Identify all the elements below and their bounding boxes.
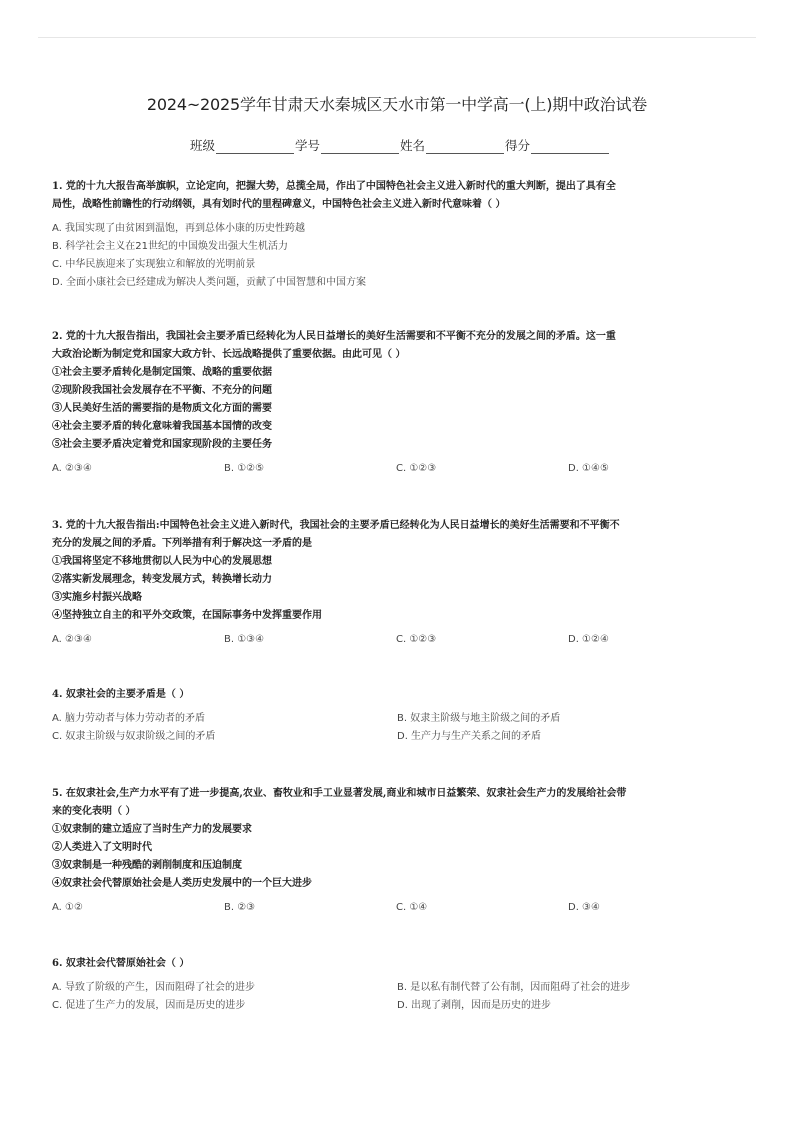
option-a[interactable]: A. 脑力劳动者与体力劳动者的矛盾	[52, 713, 206, 724]
option-c[interactable]: C. 中华民族迎来了实现独立和解放的光明前景	[52, 259, 256, 270]
question-stem-cont: 大政治论断为制定党和国家大政方针、长远战略提供了重要依据。由此可见（ ）	[52, 349, 406, 360]
option-b[interactable]: B. ①③④	[224, 634, 265, 645]
option-b[interactable]: B. ①②⑤	[224, 463, 265, 474]
options	[52, 220, 742, 292]
option-a[interactable]: A. 导致了阶级的产生，因而阻碍了社会的进步	[52, 982, 256, 993]
option-c[interactable]: C. 促进了生产力的发展，因而是历史的进步	[52, 1000, 246, 1011]
student-info-row	[190, 136, 610, 154]
question-stem: 5. 在奴隶社会,生产力水平有了进一步提高,农业、畜牧业和手工业显著发展,商业和城市日益繁荣、奴隶社会生产力的发展给社会带	[52, 788, 627, 799]
statement-4: ④社会主要矛盾的转化意味着我国基本国情的改变	[52, 421, 272, 432]
options	[52, 460, 742, 478]
options	[52, 979, 742, 1015]
question-stem: 6. 奴隶社会代替原始社会（ ）	[52, 958, 190, 969]
question-stem: 4. 奴隶社会的主要矛盾是（ ）	[52, 689, 190, 700]
score-blank[interactable]	[531, 140, 609, 154]
score-label: 得分	[505, 138, 531, 153]
statement-1: ①社会主要矛盾转化是制定国策、战略的重要依据	[52, 367, 272, 378]
statement-1: ①我国将坚定不移地贯彻以人民为中心的发展思想	[52, 556, 272, 567]
question-5	[52, 785, 742, 917]
question-1	[52, 178, 742, 292]
question-stem-cont: 局性，战略性前瞻性的行动纲领，具有划时代的里程碑意义，中国特色社会主义进入新时代意味着（ ）	[52, 199, 506, 210]
name-blank[interactable]	[426, 140, 504, 154]
option-d[interactable]: D. 出现了剥削，因而是历史的进步	[397, 1000, 552, 1011]
statement-2: ②落实新发展理念，转变发展方式，转换增长动力	[52, 574, 272, 585]
question-6	[52, 955, 742, 1015]
option-c[interactable]: C. ①②③	[396, 463, 437, 474]
statement-5: ⑤社会主要矛盾决定着党和国家现阶段的主要任务	[52, 439, 272, 450]
name-label: 姓名	[400, 138, 426, 153]
option-d[interactable]: D. 全面小康社会已经建成为解决人类问题，贡献了中国智慧和中国方案	[52, 277, 367, 288]
option-a[interactable]: A. 我国实现了由贫困到温饱，再到总体小康的历史性跨越	[52, 223, 306, 234]
option-a[interactable]: A. ①②	[52, 902, 83, 913]
student-id-label: 学号	[295, 138, 321, 153]
option-c[interactable]: C. ①②③	[396, 634, 437, 645]
question-stem: 1. 党的十九大报告高举旗帜，立论定向，把握大势，总揽全局，作出了中国特色社会主义进入新时代的重大判断，提出了具有全	[52, 181, 616, 192]
options	[52, 899, 742, 917]
statement-2: ②现阶段我国社会发展存在不平衡、不充分的问题	[52, 385, 272, 396]
statement-2: ②人类进入了文明时代	[52, 842, 152, 853]
options	[52, 631, 742, 649]
question-stem-cont: 充分的发展之间的矛盾。下列举措有利于解决这一矛盾的是	[52, 538, 312, 549]
option-b[interactable]: B. 奴隶主阶级与地主阶级之间的矛盾	[397, 713, 561, 724]
statement-3: ③人民美好生活的需要指的是物质文化方面的需要	[52, 403, 272, 414]
option-b[interactable]: B. 是以私有制代替了公有制，因而阻碍了社会的进步	[397, 982, 631, 993]
option-c[interactable]: C. 奴隶主阶级与奴隶阶级之间的矛盾	[52, 731, 216, 742]
statement-4: ④坚持独立自主的和平外交政策，在国际事务中发挥重要作用	[52, 610, 322, 621]
class-blank[interactable]	[216, 140, 294, 154]
class-label: 班级	[190, 138, 216, 153]
question-4	[52, 686, 742, 746]
question-stem-cont: 来的变化表明（ ）	[52, 806, 136, 817]
options	[52, 710, 742, 746]
option-d[interactable]: D. 生产力与生产关系之间的矛盾	[397, 731, 542, 742]
question-stem: 2. 党的十九大报告指出，我国社会主要矛盾已经转化为人民日益增长的美好生活需要和不平衡不充分的发展之间的矛盾。这一重	[52, 331, 616, 342]
statement-3: ③实施乡村振兴战略	[52, 592, 142, 603]
option-d[interactable]: D. ③④	[568, 902, 600, 913]
statement-3: ③奴隶制是一种残酷的剥削制度和压迫制度	[52, 860, 242, 871]
option-d[interactable]: D. ①④⑤	[568, 463, 609, 474]
statement-1: ①奴隶制的建立适应了当时生产力的发展要求	[52, 824, 252, 835]
option-b[interactable]: B. 科学社会主义在21世纪的中国焕发出强大生机活力	[52, 241, 288, 252]
option-d[interactable]: D. ①②④	[568, 634, 609, 645]
question-stem: 3. 党的十九大报告指出:中国特色社会主义进入新时代，我国社会的主要矛盾已经转化为人民日益增长的美好生活需要和不平衡不	[52, 520, 620, 531]
exam-title: 2024~2025学年甘肃天水秦城区天水市第一中学高一(上)期中政治试卷	[146, 95, 648, 114]
student-id-blank[interactable]	[321, 140, 399, 154]
option-b[interactable]: B. ②③	[224, 902, 256, 913]
statement-4: ④奴隶社会代替原始社会是人类历史发展中的一个巨大进步	[52, 878, 312, 889]
option-a[interactable]: A. ②③④	[52, 634, 92, 645]
question-3	[52, 517, 742, 649]
option-a[interactable]: A. ②③④	[52, 463, 92, 474]
question-2	[52, 328, 742, 478]
header-divider	[38, 37, 756, 38]
option-c[interactable]: C. ①④	[396, 902, 428, 913]
